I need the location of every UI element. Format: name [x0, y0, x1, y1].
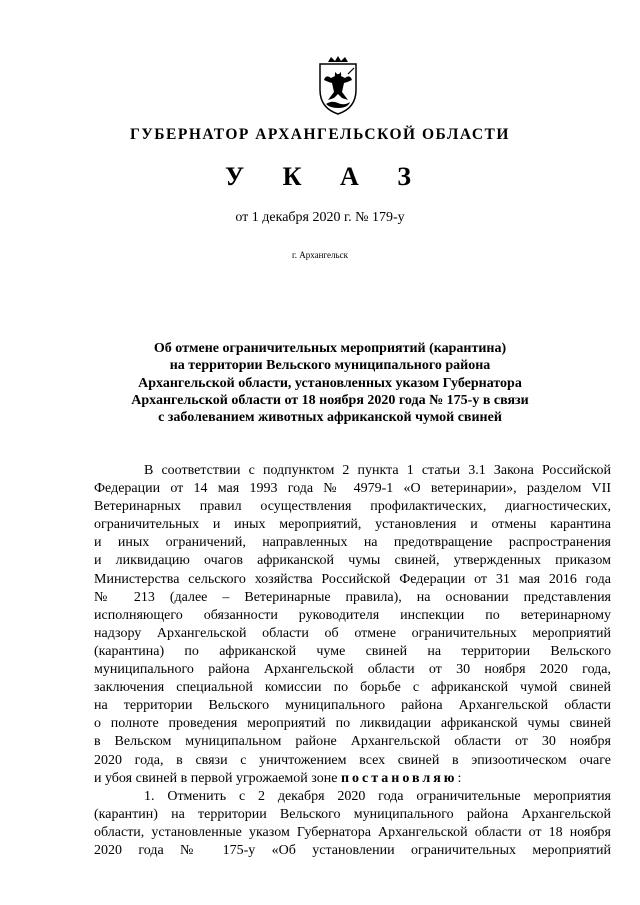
issuing-authority: ГУБЕРНАТОР АРХАНГЕЛЬСКОЙ ОБЛАСТИ: [130, 126, 510, 143]
title-line: с заболеванием животных африканской чумой свиней: [158, 410, 502, 426]
body-line: Федерации от 14 мая 1993 года № 4979-1 «О ветеринарии», разделом VII: [94, 481, 611, 497]
body-line: В соответствии с подпунктом 2 пункта 1 статьи 3.1 Закона Российской: [144, 463, 611, 478]
item-line: 2020 года № 175-у «Об установлении ограничительных мероприятий: [94, 842, 611, 858]
item-line: 1. Отменить с 2 декабря 2020 года ограничительные мероприятия: [144, 788, 611, 804]
body-line: о полноте проведения мероприятий по ликвидации африканской чумы свиней: [94, 716, 611, 732]
body-line: № 213 (далее – Ветеринарные правила), на основании представления: [94, 589, 611, 605]
body-line: ограничительных и иных мероприятий, установления и отмены карантина: [94, 517, 611, 533]
body-line: (карантина) по африканской чуме свиней на территории Вельского: [94, 643, 611, 659]
decree-line: [94, 770, 611, 788]
body-line: в Вельском муниципальном районе Архангельской области от 30 ноября: [94, 734, 611, 750]
document-body: [94, 462, 611, 860]
decree-colon: :: [457, 770, 462, 786]
body-line: исполняющего обязанности руководителя инспекции по ветеринарному: [94, 607, 611, 623]
title-line: на территории Вельского муниципального района: [169, 358, 491, 374]
body-line: Ветеринарных правил осуществления профилактических, диагностических,: [94, 499, 611, 515]
item-line: области, установленные указом Губернатора Архангельской области от 18 ноября: [94, 824, 611, 840]
body-line: и ликвидацию очагов африканской чумы свиней, утвержденных приказом: [94, 553, 611, 569]
coat-of-arms-icon: [298, 56, 378, 116]
document-title: [100, 340, 560, 426]
closing-text: и убоя свиней в первой угрожаемой зоне: [94, 770, 341, 786]
decree-word: постановляю: [340, 770, 458, 786]
body-line: муниципального района Архангельской области от 30 ноября 2020 года,: [94, 662, 611, 678]
title-line: Об отмене ограничительных мероприятий (карантина): [153, 341, 507, 356]
body-line: заключения специальной комиссии по борьбе с африканской чумой свиней: [94, 680, 611, 696]
document-date-number: от 1 декабря 2020 г. № 179-у: [235, 210, 405, 225]
body-line: и иных ограничений, направленных на предотвращение распространения: [94, 535, 611, 551]
body-line: Министерства сельского хозяйства Российской Федерации от 31 мая 2016 года: [94, 571, 611, 587]
body-line: 2020 года, в связи с уничтожением всех свиней в эпизоотическом очаге: [94, 752, 611, 768]
document-type: У К А З: [225, 162, 427, 191]
body-line: на территории Вельского муниципального района Архангельской области: [94, 698, 611, 714]
title-line: Архангельской области, установленных указом Губернатора: [138, 375, 522, 391]
document-city: г. Архангельск: [292, 250, 348, 260]
title-line: Архангельской области от 18 ноября 2020 года № 175-у в связи: [131, 392, 529, 408]
item-line: (карантин) на территории Вельского муниципального района Архангельской: [94, 806, 611, 822]
body-line: надзору Архангельской области об отмене ограничительных мероприятий: [94, 625, 611, 641]
